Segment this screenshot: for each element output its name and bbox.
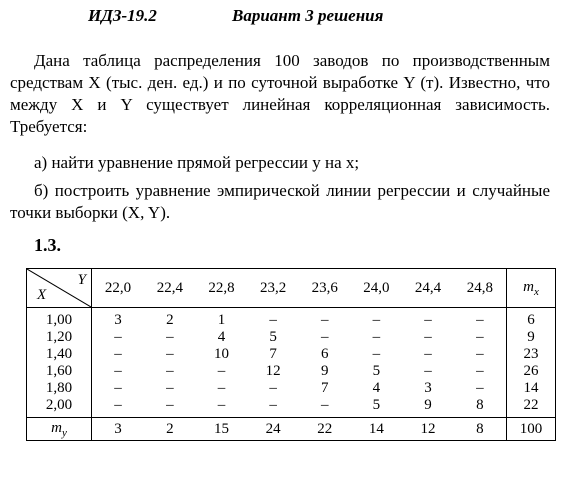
table-row	[27, 363, 556, 380]
frequency-cell: 5	[372, 363, 381, 379]
frequency-cell: –	[166, 397, 174, 413]
frequency-cell: 1	[217, 312, 226, 328]
frequency-cell: 10	[214, 346, 230, 362]
table-row	[27, 397, 556, 418]
frequency-cell: 9	[424, 397, 432, 413]
grand-total: 100	[507, 418, 556, 441]
frequency-cell: –	[424, 363, 432, 379]
col-total: 8	[454, 418, 507, 441]
col-total-label: $m_y$	[27, 418, 92, 441]
table-header-row	[27, 269, 556, 308]
col-total: 24	[247, 418, 299, 441]
frequency-cell: –	[217, 380, 226, 396]
frequency-cell: 7	[321, 380, 329, 396]
variant-title: Вариант 3 решения	[232, 6, 384, 25]
frequency-cell: –	[476, 312, 484, 328]
frequency-cell: –	[166, 363, 174, 379]
col-total: 14	[351, 418, 403, 441]
frequency-cell: –	[217, 397, 226, 413]
y-header: 24,8	[454, 269, 507, 308]
task-a: а) найти уравнение прямой регрессии y на x;	[34, 153, 360, 172]
row-total: 9	[507, 329, 556, 346]
row-total: 14	[507, 380, 556, 397]
frequency-cell: 6	[321, 346, 329, 362]
frequency-cell: –	[424, 329, 432, 345]
frequency-cell: 3	[424, 380, 432, 396]
frequency-cell: –	[269, 380, 277, 396]
row-total: 23	[507, 346, 556, 363]
correlation-table	[26, 268, 556, 441]
row-total: 22	[507, 397, 556, 418]
x-value: 1,60	[27, 363, 92, 380]
corner-y-label: Y	[77, 272, 86, 288]
frequency-cell: –	[424, 312, 432, 328]
col-total: 22	[299, 418, 351, 441]
frequency-cell: 9	[321, 363, 329, 379]
frequency-cell: 2	[166, 312, 174, 328]
frequency-cell: –	[166, 380, 174, 396]
x-value: 2,00	[27, 397, 92, 418]
frequency-cell: –	[269, 312, 277, 328]
frequency-cell: –	[269, 397, 277, 413]
task-b: б) построить уравнение эмпирической линии регрессии и случайные точки выборки (X, Y).	[10, 181, 550, 222]
frequency-cell: 3	[114, 312, 122, 328]
row-total: 6	[507, 308, 556, 330]
frequency-cell: 8	[476, 397, 484, 413]
frequency-cell: –	[476, 329, 484, 345]
x-value: 1,20	[27, 329, 92, 346]
corner-cell	[27, 269, 92, 308]
page-header	[0, 6, 585, 30]
frequency-cell: –	[476, 363, 484, 379]
frequency-cell: 4	[217, 329, 226, 345]
col-total: 3	[92, 418, 145, 441]
frequency-cell: –	[321, 397, 329, 413]
y-header: 22,4	[144, 269, 196, 308]
table-row	[27, 308, 556, 330]
col-total: 12	[402, 418, 454, 441]
corner-x-label: X	[37, 287, 47, 303]
table-row	[27, 346, 556, 363]
frequency-cell: –	[372, 329, 381, 345]
x-value: 1,80	[27, 380, 92, 397]
frequency-cell: –	[321, 312, 329, 328]
frequency-cell: 5	[269, 329, 277, 345]
assignment-code: ИДЗ-19.2	[88, 6, 157, 25]
frequency-cell: –	[217, 363, 226, 379]
frequency-cell: –	[114, 346, 122, 362]
frequency-cell: 4	[372, 380, 381, 396]
column-totals-row	[27, 418, 556, 441]
frequency-cell: –	[114, 363, 122, 379]
x-value: 1,40	[27, 346, 92, 363]
y-header: 24,0	[351, 269, 403, 308]
row-total: 26	[507, 363, 556, 380]
frequency-cell: 7	[269, 346, 277, 362]
row-total-header: $m_x$	[507, 269, 556, 308]
table-row	[27, 329, 556, 346]
y-header: 22,0	[92, 269, 145, 308]
col-total: 2	[144, 418, 196, 441]
frequency-cell: –	[476, 380, 484, 396]
frequency-cell: –	[114, 329, 122, 345]
y-header: 23,6	[299, 269, 351, 308]
frequency-cell: –	[424, 346, 432, 362]
frequency-cell: –	[372, 312, 381, 328]
frequency-cell: –	[166, 346, 174, 362]
x-value: 1,00	[27, 308, 92, 330]
y-header: 24,4	[402, 269, 454, 308]
y-header: 23,2	[247, 269, 299, 308]
frequency-cell: –	[114, 380, 122, 396]
table-row	[27, 380, 556, 397]
frequency-cell: –	[166, 329, 174, 345]
section-number: 1.3.	[34, 235, 61, 255]
y-header: 22,8	[196, 269, 248, 308]
frequency-cell: –	[114, 397, 122, 413]
frequency-cell: –	[321, 329, 329, 345]
frequency-cell: –	[372, 346, 381, 362]
intro-paragraph: Дана таблица распределения 100 заводов по производственным средствам X (тыс. ден. ед.) и по суточной выработке Y (т). Известно, что между X и Y существует линейная корреляционная зависимость. Требуется:	[10, 51, 550, 136]
col-total: 15	[196, 418, 248, 441]
frequency-cell: –	[476, 346, 484, 362]
frequency-cell: 12	[265, 363, 281, 379]
frequency-cell: 5	[372, 397, 381, 413]
